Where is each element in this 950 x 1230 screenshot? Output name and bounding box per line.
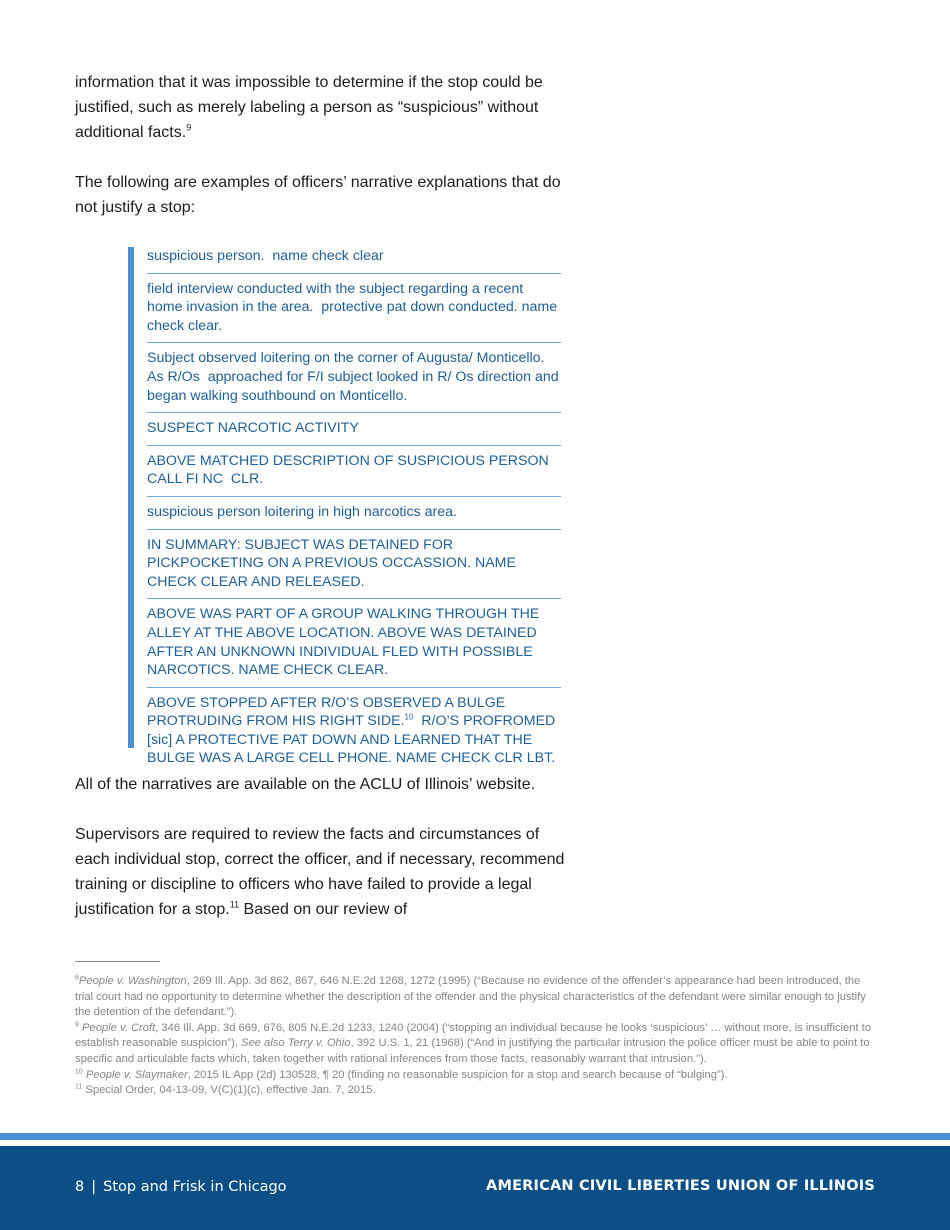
footnote-11: $^{11}$ Special Order, 04-13-09, V(C)(1)(c), effective Jan. 7, 2015.	[75, 1083, 376, 1097]
footer-page-label	[75, 1179, 287, 1195]
narrative-item: SUSPECT NARCOTIC ACTIVITY	[147, 419, 561, 446]
quote-accent-bar	[128, 247, 134, 748]
paragraph-examples-lead: The following are examples of officers’ narrative explanations that do not justify a stop:	[75, 174, 561, 216]
footer-separator: |	[91, 1179, 97, 1195]
footnote-9: $^9$ People v. Croft, 346 Ill. App. 3d 669, 676, 805 N.E.2d 1233, 1240 (2004) (“stopping an individual because he looks ‘suspicious’ … without more, is insufficient to establish reasonable suspicion”). See also Terry v. Ohio, 392 U.S. 1, 21 (1968) (“And in justifying the particular intrusion the police officer must be able to point to specific and articulable facts which, taken together with rational inferences from those facts, reasonably warrant that intrusion.”).	[75, 1021, 872, 1065]
narrative-item: field interview conducted with the subject regarding a recent home invasion in the area. protective pat down conducted. name check clear.	[147, 280, 561, 344]
page-footer	[0, 1146, 950, 1230]
footnotes	[75, 974, 880, 1099]
footnote-ref-9[interactable]: 9	[186, 122, 192, 133]
document-title: Stop and Frisk in Chicago	[103, 1179, 287, 1195]
narratives-list	[147, 247, 561, 768]
narrative-item: ABOVE STOPPED AFTER R/O’S OBSERVED A BULGE PROTRUDING FROM HIS RIGHT SIDE.$^{10}$ R/O’S PROFROMED [sic] A PROTECTIVE PAT DOWN AND LEARNED THAT THE BULGE WAS A LARGE CELL PHONE. NAME CHECK CLR LBT.	[147, 694, 560, 767]
footnote-8: $^8$People v. Washington, 269 Ill. App. 3d 862, 867, 646 N.E.2d 1268, 1272 (1995) (“Because no evidence of the offender’s appearance had been introduced, the trial court had no opportunity to determine whether the description of the offender and the physical characteristics of the defendant were similar enough to justify the detention of the defendant.”).	[75, 974, 866, 1019]
organization-name: AMERICAN CIVIL LIBERTIES UNION OF ILLINOIS	[486, 1178, 875, 1194]
footnote-divider	[75, 961, 160, 962]
narrative-item: Subject observed loitering on the corner of Augusta/ Monticello. As R/Os approached for F/I subject looked in R/ Os direction and began walking southbound on Monticello.	[147, 349, 561, 413]
narrative-item: ABOVE WAS PART OF A GROUP WALKING THROUGH THE ALLEY AT THE ABOVE LOCATION. ABOVE WAS DETAINED AFTER AN UNKNOWN INDIVIDUAL FLED WITH POSSIBLE NARCOTICS. NAME CHECK CLEAR.	[147, 605, 561, 687]
narrative-item: suspicious person loitering in high narcotics area.	[147, 503, 561, 530]
footnote-10: $^{10}$ People v. Slaymaker, 2015 IL App (2d) 130528, ¶ 20 (finding no reasonable suspicion for a stop and search because of “bulging”).	[75, 1067, 728, 1081]
narratives-quote-block	[128, 247, 568, 767]
footnote-ref-10[interactable]: 10	[404, 712, 414, 722]
footnote-ref-11[interactable]: 11	[229, 899, 240, 910]
narrative-item: ABOVE MATCHED DESCRIPTION OF SUSPICIOUS PERSON CALL FI NC CLR.	[147, 452, 561, 497]
narrative-item: suspicious person. name check clear	[147, 247, 561, 274]
narrative-item: IN SUMMARY: SUBJECT WAS DETAINED FOR PICKPOCKETING ON A PREVIOUS OCCASSION. NAME CHECK CLEAR AND RELEASED.	[147, 536, 561, 600]
paragraph-narratives-available: All of the narratives are available on the ACLU of Illinois’ website.	[75, 776, 536, 793]
paragraph-intro: information that it was impossible to determine if the stop could be justified, such as merely labeling a person as “suspicious” without additional facts.$^9$	[75, 74, 543, 141]
page-number: 8	[75, 1179, 85, 1195]
footer-accent-stripe	[0, 1133, 950, 1140]
paragraph-supervisors: Supervisors are required to review the facts and circumstances of each individual stop, correct the officer, and if necessary, recommend training or discipline to officers who have failed to provide a legal justification for a stop.$^{11}$ Based on our review of	[75, 826, 565, 918]
